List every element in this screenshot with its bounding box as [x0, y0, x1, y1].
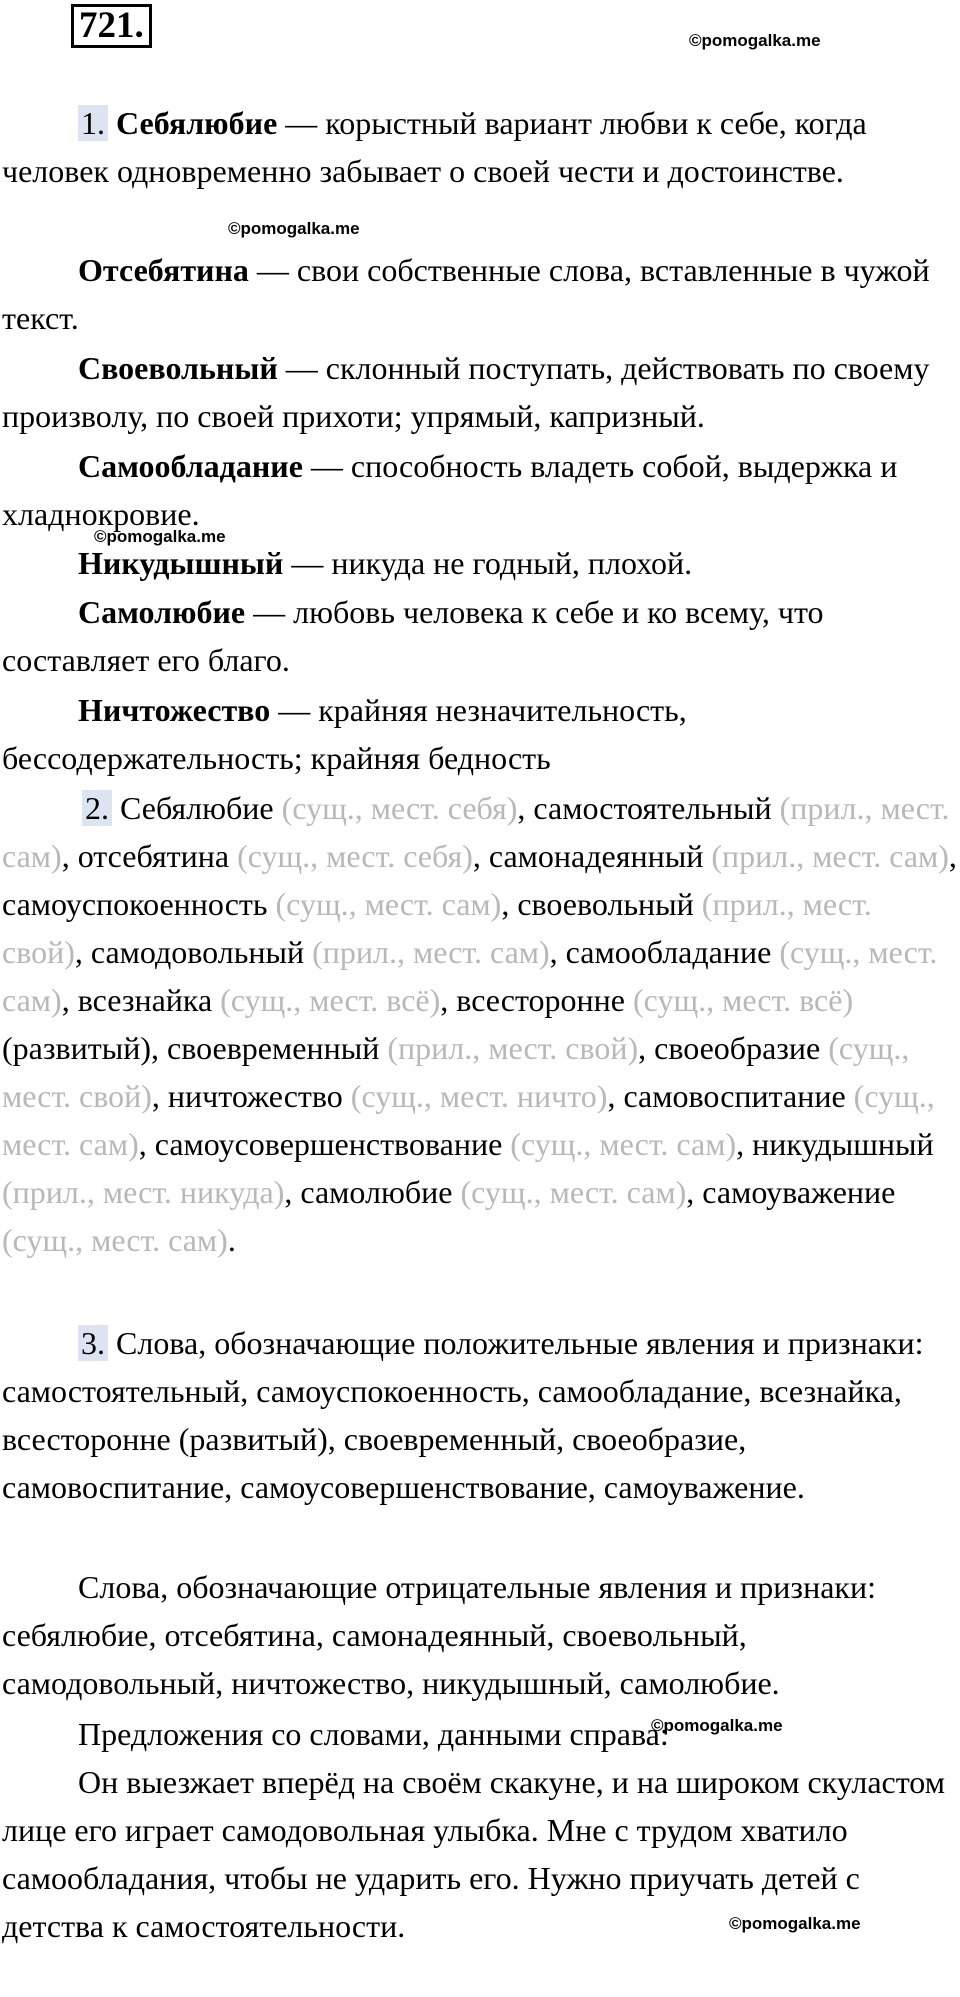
word-annotation: (прил., мест. свой) — [387, 1030, 639, 1066]
definition-term: Себялюбие — [116, 105, 278, 141]
word-separator: , — [151, 1078, 168, 1114]
word-separator: , — [151, 1030, 167, 1066]
negative-words-text: Слова, обозначающие отрицательные явления и признаки: себялюбие, отсебятина, самонадеянный, своевольный, самодовольный, ничтожество, никудышный, самолюбие. — [2, 1569, 876, 1701]
word-annotation: (сущ., мест. сам) — [2, 1078, 935, 1162]
word-annotation: (сущ., мест. сам) — [275, 886, 502, 922]
word-separator: . — [227, 1222, 236, 1258]
watermark: ©pomogalka.me — [651, 1716, 783, 1735]
word-entry: самонадеянный — [488, 838, 704, 874]
word-entry: своевольный — [517, 886, 694, 922]
word-list-paragraph — [2, 784, 957, 1264]
word-entry: самовоспитание — [623, 1078, 846, 1114]
word-separator: , — [638, 1030, 655, 1066]
word-entry: ничтожество — [167, 1078, 343, 1114]
word-separator: , — [948, 838, 957, 874]
word-entry: самоуспокоенность — [2, 886, 268, 922]
word-annotation: (сущ., мест. свой) — [2, 1030, 910, 1114]
definition-term: Никудышный — [78, 545, 284, 581]
word-entry: своеобразие — [654, 1030, 821, 1066]
word-entry: самостоятельный — [533, 790, 772, 826]
definition-term: Самолюбие — [78, 594, 246, 630]
definition-paragraph — [2, 246, 957, 342]
word-separator: , — [440, 982, 457, 1018]
definition-term: Отсебятина — [78, 252, 249, 288]
word-annotation: (сущ., мест. сам) — [2, 934, 938, 1018]
definition-text: — свои собственные слова, вставленные в чужой текст. — [2, 252, 930, 336]
definition-paragraph — [2, 588, 957, 684]
word-separator: , — [74, 934, 91, 970]
definition-text: — крайняя незначительность, бессодержательность; крайняя бедность — [2, 692, 687, 776]
word-annotation: (сущ., мест. всё) — [220, 982, 441, 1018]
item-number: 3. — [78, 1325, 108, 1361]
word-separator: , — [472, 838, 489, 874]
watermark: ©pomogalka.me — [94, 527, 226, 546]
word-annotation: (прил., мест. сам) — [711, 838, 949, 874]
definition-paragraph — [2, 539, 957, 587]
word-annotation: (сущ., мест. себя) — [281, 790, 518, 826]
watermark: ©pomogalka.me — [729, 1914, 861, 1933]
word-entry: своевременный — [167, 1030, 380, 1066]
word-entry: самолюбие — [300, 1174, 453, 1210]
word-entry: самообладание — [565, 934, 772, 970]
word-entry: всесторонне — [456, 982, 625, 1018]
definition-text: — склонный поступать, действовать по своему произволу, по своей прихоти; упрямый, капризный. — [2, 350, 930, 434]
item-number: 1. — [78, 105, 108, 141]
word-annotation: (сущ., мест. себя) — [237, 838, 473, 874]
word-separator: , — [736, 1126, 753, 1162]
word-separator: , — [501, 886, 518, 922]
word-entry: самоусовершенствование — [154, 1126, 503, 1162]
sentences-intro: Предложения со словами, данными справа: — [78, 1716, 669, 1752]
word-entry: всезнайка — [77, 982, 213, 1018]
word-annotation: (сущ., мест. ничто) — [350, 1078, 608, 1114]
definition-term: Самообладание — [78, 448, 303, 484]
task-number: 721. — [71, 4, 152, 48]
word-separator: , — [549, 934, 566, 970]
positive-words-paragraph — [2, 1319, 957, 1511]
example-sentences: Он выезжает вперёд на своём скакуне, и на широком скуластом лице его играет самодовольная улыбка. Мне с трудом хватило самообладания, чтобы не ударить его. Нужно приучать детей с детства к самостоятельности. — [2, 1764, 945, 1944]
word-separator: , — [686, 1174, 703, 1210]
word-suffix: (развитый) — [2, 1030, 151, 1066]
item-number: 2. — [82, 790, 112, 826]
word-entry: самоуважение — [702, 1174, 896, 1210]
watermark: ©pomogalka.me — [689, 31, 821, 50]
word-separator: , — [138, 1126, 155, 1162]
word-annotation: (сущ., мест. сам) — [2, 1222, 228, 1258]
word-separator: , — [284, 1174, 301, 1210]
watermark: ©pomogalka.me — [228, 219, 360, 238]
definition-text: — любовь человека к себе и ко всему, что составляет его благо. — [2, 594, 824, 678]
word-annotation: (прил., мест. никуда) — [2, 1174, 285, 1210]
word-separator: , — [607, 1078, 624, 1114]
word-entry: отсебятина — [77, 838, 230, 874]
definition-term: Своевольный — [78, 350, 278, 386]
word-separator: , — [61, 838, 78, 874]
word-separator: , — [517, 790, 534, 826]
word-entry: самодовольный — [90, 934, 305, 970]
definition-text: — способность владеть собой, выдержка и хладнокровие. — [2, 448, 898, 532]
word-annotation: (сущ., мест. сам) — [510, 1126, 737, 1162]
definition-term: Ничтожество — [78, 692, 271, 728]
word-annotation: (сущ., мест. сам) — [460, 1174, 687, 1210]
word-annotation: (прил., мест. свой) — [2, 886, 872, 970]
word-annotation: (прил., мест. сам) — [312, 934, 550, 970]
definition-text: — никуда не годный, плохой. — [283, 545, 693, 581]
negative-words-paragraph — [2, 1563, 957, 1707]
definition-paragraph — [2, 686, 957, 782]
definition-paragraph — [2, 442, 957, 538]
definition-paragraph — [2, 99, 957, 195]
definition-text: — корыстный вариант любви к себе, когда человек одновременно забывает о своей чести и достоинстве. — [2, 105, 867, 189]
word-annotation: (прил., мест. сам) — [2, 790, 950, 874]
definition-paragraph — [2, 344, 957, 440]
word-entry: Себялюбие — [120, 790, 274, 826]
word-annotation: (сущ., мест. всё) — [633, 982, 854, 1018]
positive-words-text: Слова, обозначающие положительные явления и признаки: самостоятельный, самоуспокоенность, самообладание, всезнайка, всесторонне (развитый), своевременный, своеобразие, самовоспитание, самоусовершенствование, самоуважение. — [2, 1325, 924, 1505]
word-entry: никудышный — [752, 1126, 934, 1162]
word-separator: , — [61, 982, 78, 1018]
